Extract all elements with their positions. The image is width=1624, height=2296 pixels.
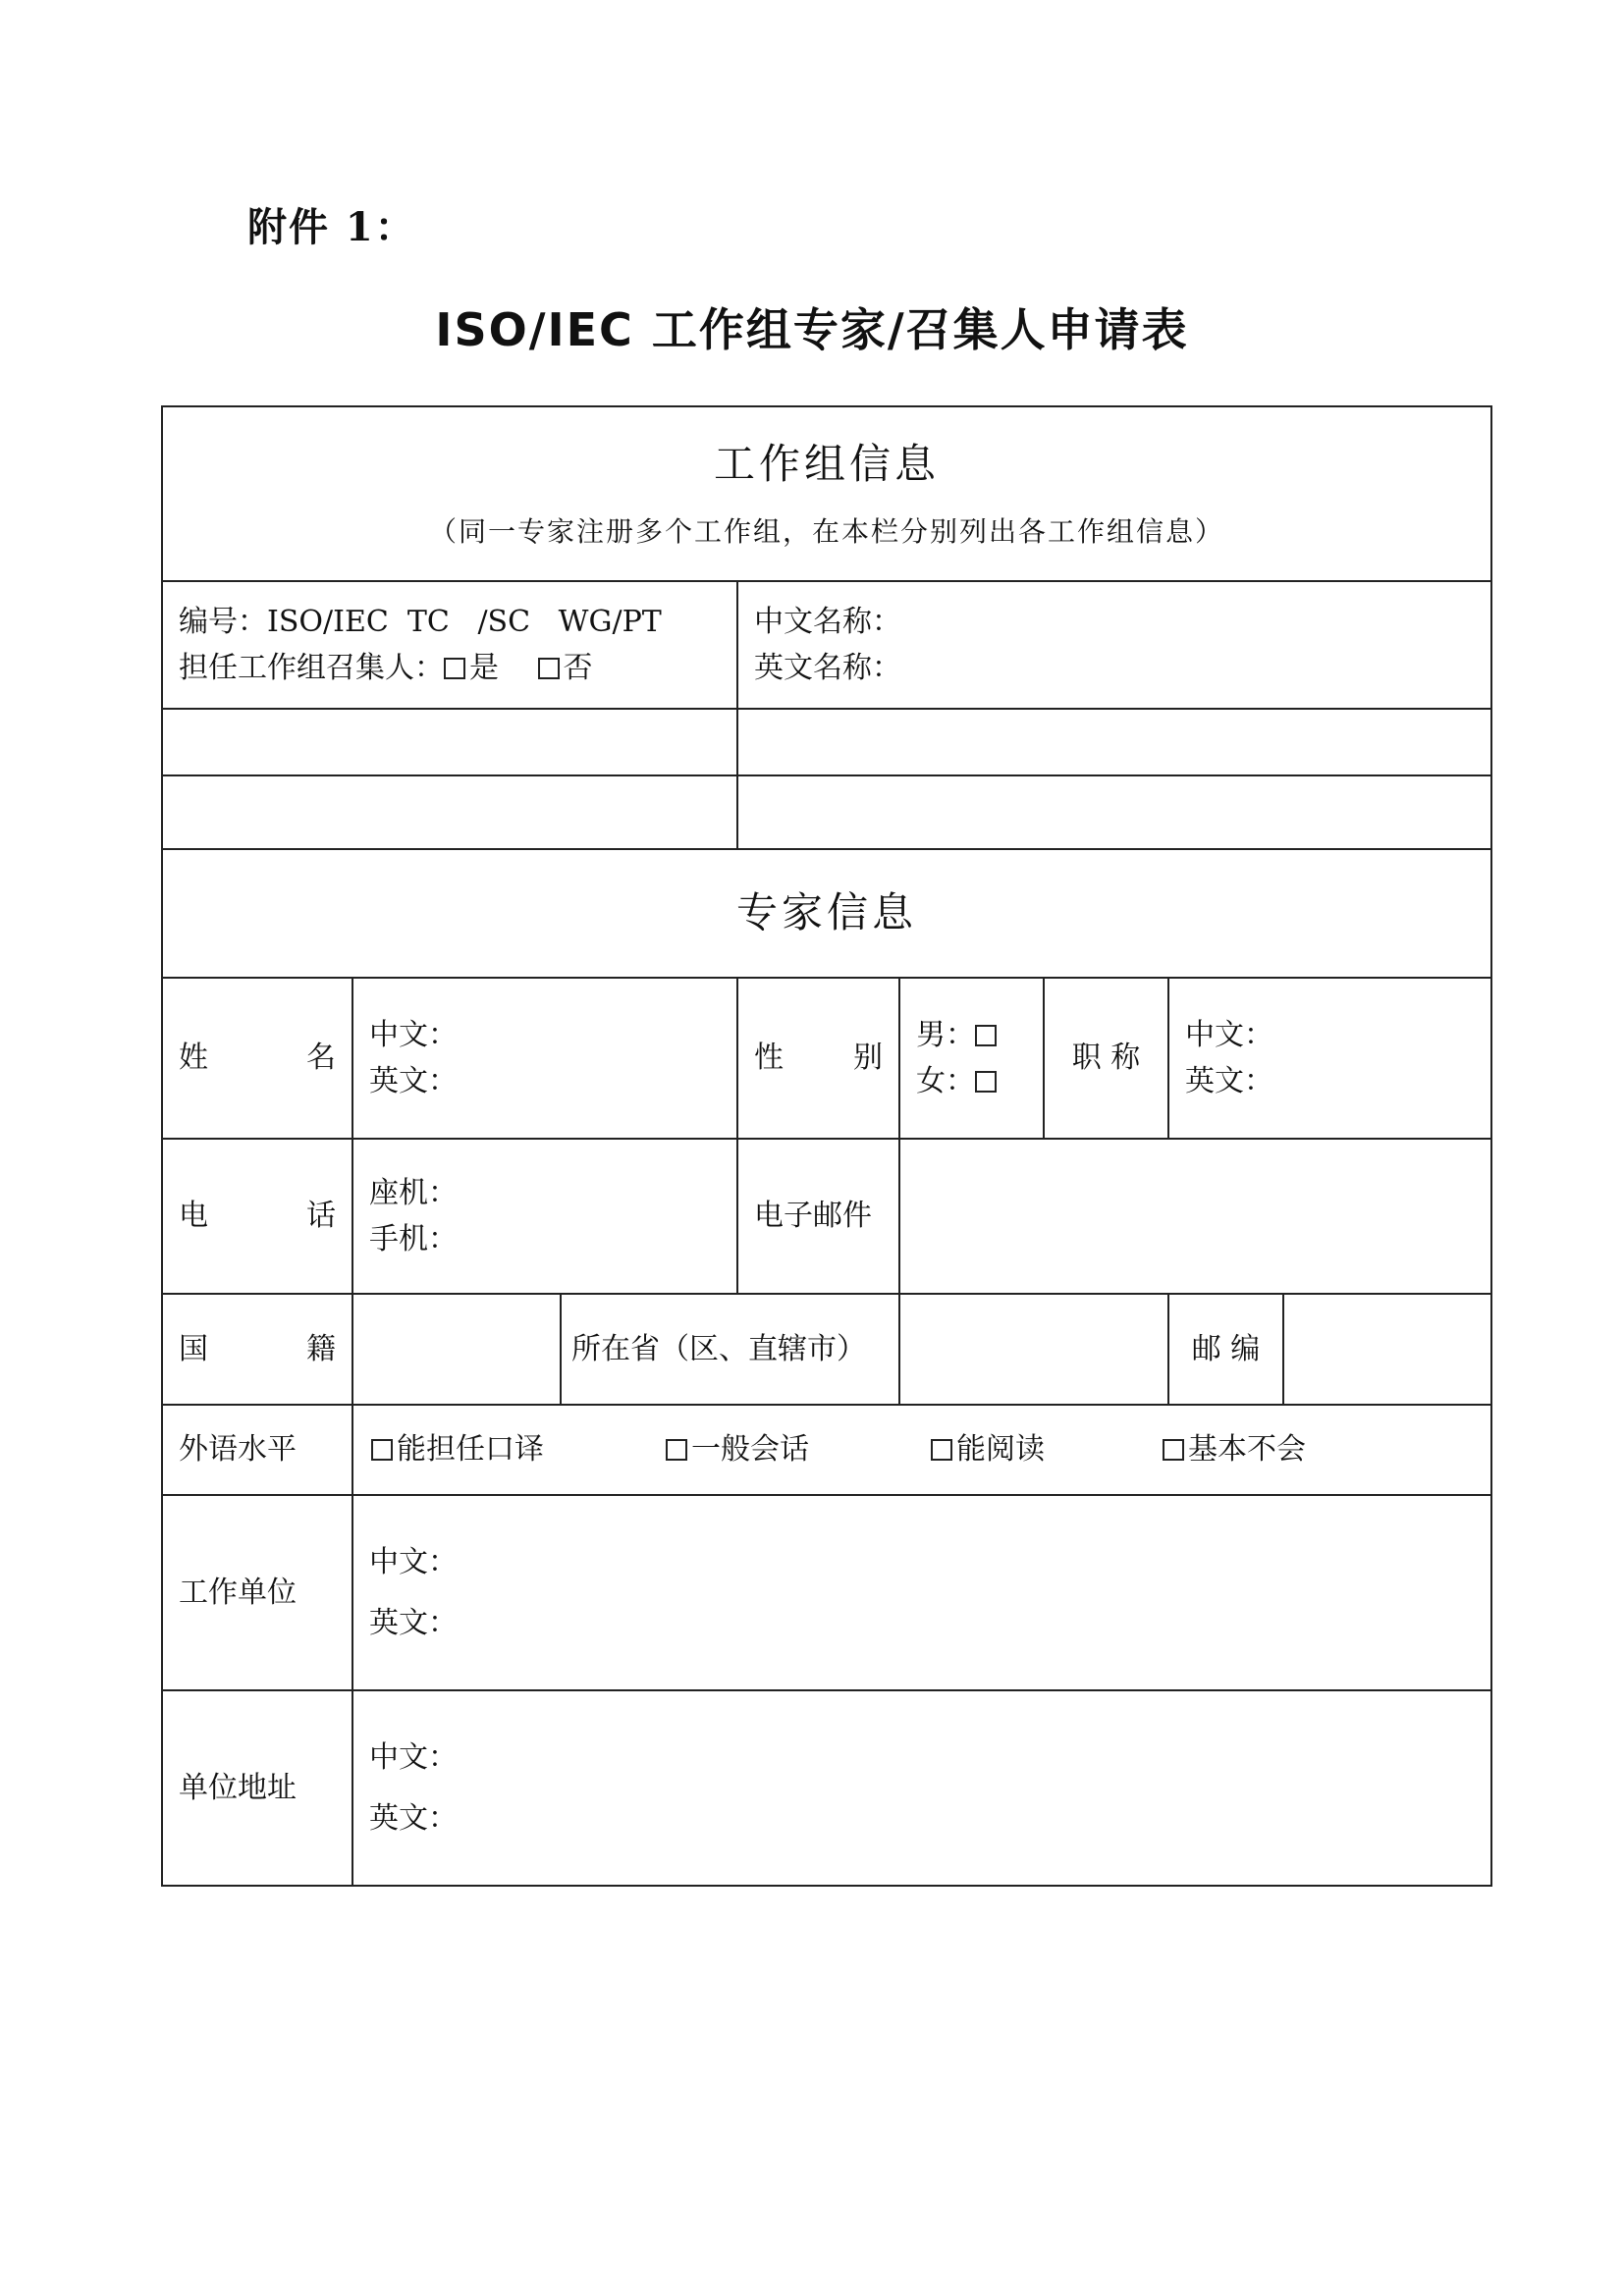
phone-label-cell [162,1139,352,1294]
nationality-value-cell[interactable] [352,1294,561,1405]
lang-option-none: 基本不会 [1188,1432,1306,1468]
lang-option-reading: 能阅读 [956,1432,1045,1468]
expert-section-header [162,849,1491,978]
attachment-label: 附件 1： [247,204,416,250]
lang-option-conversation: 一般会话 [691,1432,809,1468]
job-title-label: 职 称 [1044,978,1168,1139]
employer-cn-label: 中文： [369,1545,458,1579]
province-value-cell[interactable] [899,1294,1168,1405]
phone-label-part: 话 [306,1199,336,1234]
address-label: 单位地址 [162,1690,352,1886]
convenor-label: 担任工作组召集人： [179,651,444,685]
language-label: 外语水平 [162,1405,352,1495]
convenor-no-checkbox[interactable] [538,658,560,679]
gender-label-cell [737,978,899,1139]
employer-value-cell[interactable] [352,1495,1491,1690]
lang-option-checkbox[interactable] [931,1439,952,1461]
female-label: 女： [916,1064,975,1098]
male-checkbox[interactable] [975,1025,997,1046]
expert-section-title: 专家信息 [736,888,918,937]
gender-label-part: 性 [754,1041,784,1076]
wg-section-note: （同一专家注册多个工作组，在本栏分别列出各工作组信息） [429,515,1225,549]
postcode-value-cell[interactable] [1283,1294,1491,1405]
nationality-label-part: 国 [179,1331,208,1366]
lang-option-interpret: 能担任口译 [397,1432,544,1468]
convenor-yes-checkbox[interactable] [444,658,465,679]
address-cn-label: 中文： [369,1740,458,1775]
nationality-label-part: 籍 [306,1331,336,1366]
name-label-part: 名 [306,1041,336,1076]
email-value-cell[interactable] [899,1139,1491,1294]
landline-label: 座机： [369,1175,458,1210]
job-title-cn-label: 中文： [1185,1017,1273,1052]
job-title-en-label: 英文： [1185,1064,1273,1098]
postcode-label: 邮 编 [1168,1294,1283,1405]
wg-number-cell[interactable] [162,581,737,709]
phone-label-part: 电 [179,1199,208,1234]
wg-name-cell[interactable] [737,581,1491,709]
mobile-label: 手机： [369,1222,458,1256]
nationality-label-cell [162,1294,352,1405]
lang-option-checkbox[interactable] [666,1439,687,1461]
province-label: 所在省（区、直辖市） [561,1294,899,1405]
male-label: 男： [916,1017,975,1052]
address-value-cell[interactable] [352,1690,1491,1886]
gender-label-part: 别 [853,1041,883,1076]
name-label-part: 姓 [179,1041,208,1076]
phone-value-cell[interactable] [352,1139,737,1294]
wg-blank-cell[interactable] [162,709,737,775]
application-form [161,405,1490,1887]
employer-en-label: 英文： [369,1605,458,1640]
wg-blank-cell[interactable] [737,709,1491,775]
wg-blank-cell[interactable] [162,775,737,849]
page-title: ISO/IEC 工作组专家/召集人申请表 [435,303,1189,356]
wg-section-header [162,406,1491,581]
gender-options-cell [899,978,1044,1139]
name-cn-label: 中文： [369,1017,458,1052]
job-title-value-cell[interactable] [1168,978,1491,1139]
wg-number-label: 编号：ISO/IEC TC /SC WG/PT [179,604,662,639]
lang-option-checkbox[interactable] [371,1439,393,1461]
wg-blank-cell[interactable] [737,775,1491,849]
name-value-cell[interactable] [352,978,737,1139]
form-table [161,405,1492,1887]
employer-label: 工作单位 [162,1495,352,1690]
email-label: 电子邮件 [737,1139,899,1294]
lang-option-checkbox[interactable] [1163,1439,1184,1461]
name-label-cell [162,978,352,1139]
language-options-cell [352,1405,1491,1495]
female-checkbox[interactable] [975,1071,997,1093]
name-en-label: 英文： [369,1064,458,1098]
convenor-no-label: 否 [563,651,593,685]
wg-en-name-label: 英文名称： [754,651,901,685]
convenor-row [179,647,721,690]
wg-cn-name-label: 中文名称： [754,604,901,639]
address-en-label: 英文： [369,1800,458,1836]
convenor-yes-label: 是 [469,651,499,685]
wg-section-title: 工作组信息 [714,440,941,489]
